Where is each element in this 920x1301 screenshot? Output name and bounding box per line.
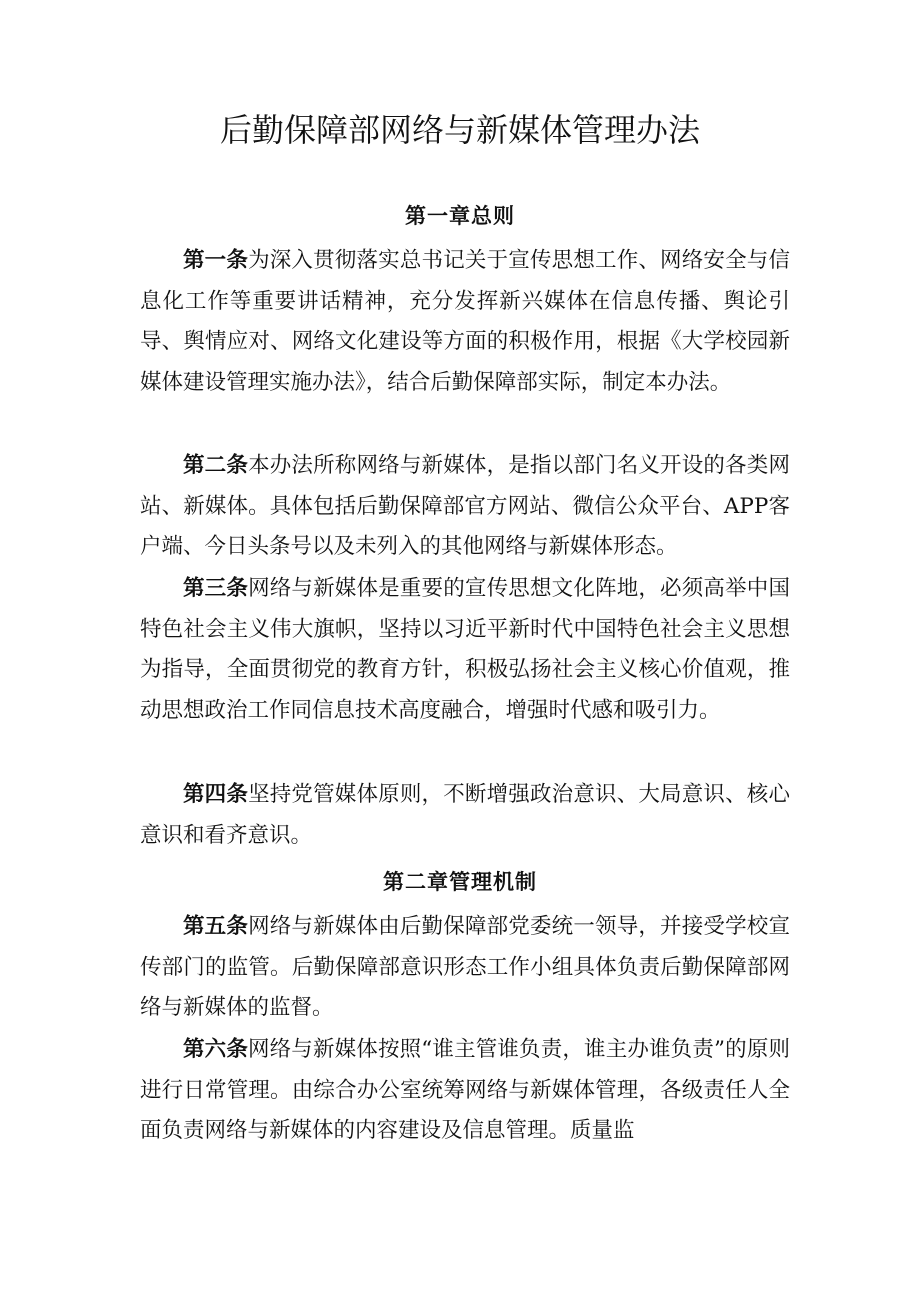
chapter-2-heading: 第二章管理机制 (383, 869, 537, 894)
article-2-text: 本办法所称网络与新媒体，是指以部门名义开设的各类网站、新媒体。具体包括后勤保障部官方网站、微信公众平台、APP客户端、今日头条号以及未列入的其他网络与新媒体形态。 (140, 453, 790, 559)
article-4-text: 坚持党管媒体原则，不断增强政治意识、大局意识、核心意识和看齐意识。 (140, 782, 790, 848)
article-4-label: 第四条 (183, 782, 249, 807)
article-5-label: 第五条 (183, 914, 249, 939)
article-3 (140, 569, 790, 731)
document-title: 后勤保障部网络与新媒体管理办法 (219, 111, 700, 149)
article-5-text: 网络与新媒体由后勤保障部党委统一领导，并接受学校宣传部门的监管。后勤保障部意识形态工作小组具体负责后勤保障部网络与新媒体的监督。 (140, 914, 790, 1020)
chapter-1-heading: 第一章总则 (405, 203, 515, 228)
article-3-label: 第三条 (183, 576, 249, 601)
article-6 (140, 1030, 790, 1152)
article-6-text: 网络与新媒体按照“谁主管谁负责，谁主办谁负责”的原则进行日常管理。由综合办公室统筹网络与新媒体管理，各级责任人全面负责网络与新媒体的内容建设及信息管理。质量监 (140, 1037, 790, 1143)
article-3-text: 网络与新媒体是重要的宣传思想文化阵地，必须高举中国特色社会主义伟大旗帜，坚持以习近平新时代中国特色社会主义思想为指导，全面贯彻党的教育方针，积极弘扬社会主义核心价值观，推动思想政治工作同信息技术高度融合，增强时代感和吸引力。 (140, 576, 790, 723)
article-2-label: 第二条 (183, 453, 249, 478)
article-1 (140, 241, 790, 403)
article-1-text: 为深入贯彻落实总书记关于宣传思想工作、网络安全与信息化工作等重要讲话精神，充分发挥新兴媒体在信息传播、舆论引导、舆情应对、网络文化建设等方面的积极作用，根据《大学校园新媒体建设管理实施办法》，结合后勤保障部实际，制定本办法。 (140, 248, 790, 395)
article-5 (140, 907, 790, 1029)
article-4 (140, 775, 790, 856)
article-2 (140, 446, 790, 568)
article-1-label: 第一条 (183, 248, 249, 273)
article-6-label: 第六条 (183, 1037, 248, 1062)
